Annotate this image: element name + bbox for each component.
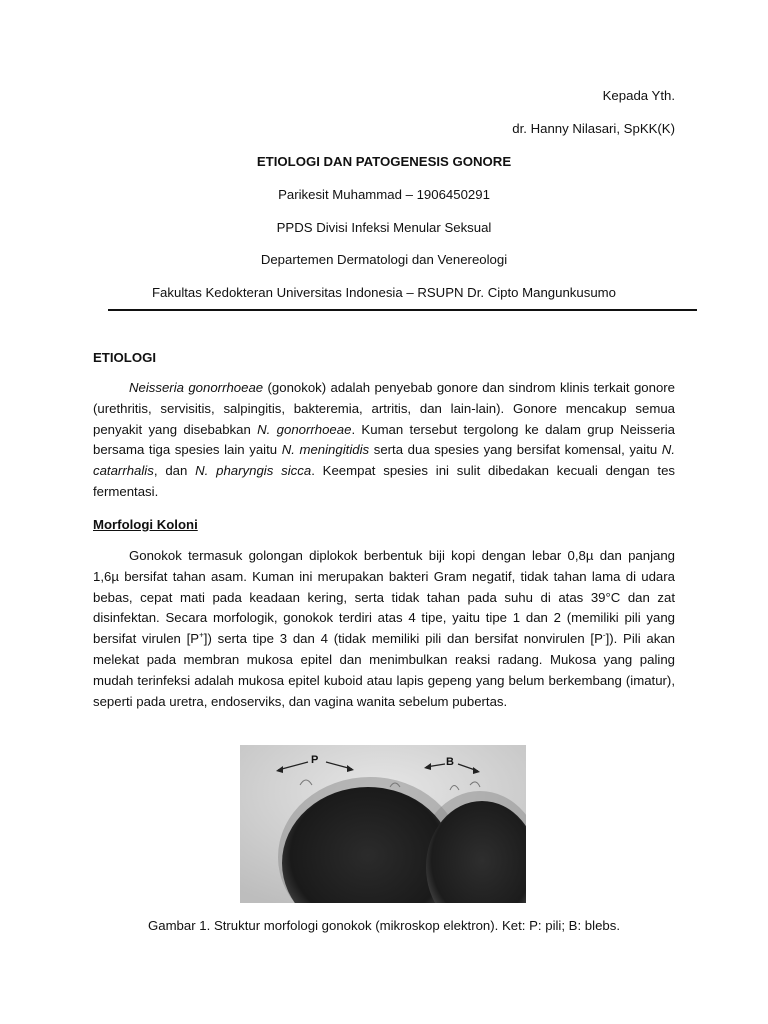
pili-label: P [311,754,319,766]
italic-term: N. pharyngis sicca [195,463,312,479]
figure-caption: Gambar 1. Struktur morfologi gonokok (mikroskop elektron). Ket: P: pili; B: blebs. [147,918,620,933]
paragraph-text: Gonokok termasuk golongan diplokok berbentuk biji kopi dengan lebar 0,8µ dan panjang 1,6µ bersifat tahan asam. Kuman ini merupakan bakteri Gram negatif, tidak tahan lama di udara bebas, cepat mati pada keadaan kering, serta tidak tahan pada suhu di atas 39°C dan zat disinfektan. Secara morfologik, gonokok terdiri atas 4 tipe, yaitu tipe 1 dan 2 (memiliki pili yang bersifat virulen [P [93,548,675,647]
gonococcus-micrograph [240,745,526,903]
italic-term: N. gonorrhoeae [257,421,352,437]
department-line: Departemen Dermatologi dan Venereologi [260,252,508,267]
superscript: - [602,630,606,640]
paragraph-text: . Keempat spesies ini sulit dibedakan kecuali dengan tes fermentasi. [93,463,675,499]
paragraph-text: (gonokok) adalah penyebab gonore dan sindrom klinis terkait gonore (urethritis, servisitis, salpingitis, bakteremia, artritis, dan lain-lain). Gonore mencakup semua penyakit yang disebabkan [93,380,676,437]
section-heading-morfologi: Morfologi Koloni [93,517,198,532]
faculty-line: Fakultas Kedokteran Universitas Indonesia – RSUPN Dr. Cipto Mangunkusumo [152,285,616,300]
superscript: + [199,630,204,640]
paragraph-text: ]) serta tipe 3 dan 4 (tidak memiliki pili dan bersifat nonvirulen [P [203,631,603,647]
header-divider [108,309,697,311]
paragraph-etiologi [93,378,675,503]
author-line: Parikesit Muhammad – 1906450291 [278,187,490,202]
program-line: PPDS Divisi Infeksi Menular Seksual [276,220,492,235]
micrograph-image [240,745,526,903]
paragraph-text: , dan [153,463,196,479]
document-title: ETIOLOGI DAN PATOGENESIS GONORE [256,154,512,169]
italic-term: N. catarrhalis [93,442,675,479]
italic-term: Neisseria gonorrhoeae [129,380,264,395]
italic-term: N. meningitidis [281,442,370,458]
section-heading-etiologi: ETIOLOGI [93,350,157,365]
paragraph-morfologi [93,546,675,712]
blebs-label: B [446,756,454,768]
paragraph-text: ]). Pili akan melekat pada membran mukosa epitel dan menimbulkan reaksi radang. Mukosa yang paling mudah terinfeksi adalah mukosa epitel kuboid atau lapis gepeng yang belum berkembang (imatur), seperti pada uretra, endoserviks, dan vagina wanita sebelum pubertas. [93,631,676,709]
paragraph-text: . Kuman tersebut tergolong ke dalam grup Neisseria bersama tiga spesies lain yaitu [93,421,675,458]
addressee-line-1: Kepada Yth. [602,88,675,103]
paragraph-text: serta dua spesies yang bersifat komensal, yaitu [369,442,662,458]
addressee-line-2: dr. Hanny Nilasari, SpKK(K) [512,121,675,136]
